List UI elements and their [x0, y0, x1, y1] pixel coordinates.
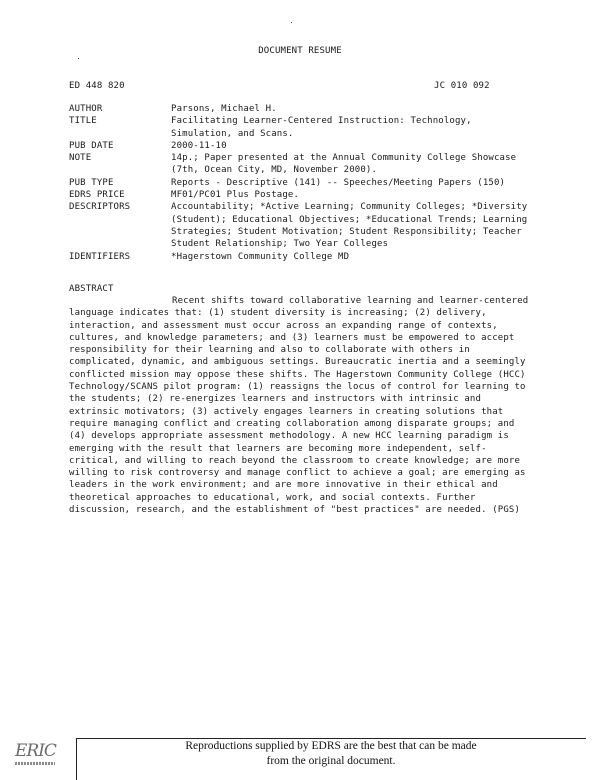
field-label: PUB TYPE: [69, 177, 114, 188]
field-label: DESCRIPTORS: [69, 202, 131, 213]
field-value: *Hagerstown Community College MD: [171, 251, 350, 262]
scan-speck: [291, 22, 292, 23]
field-value: MF01/PC01 Plus Postage.: [171, 190, 300, 201]
field-value: Accountability; *Active Learning; Community Colleges; *Diversity (Student); Educational Objectives; *Educational Trends; Learning Strategies; Student Motivation; Student Responsibility; Teacher Student Relationship; Two Year Colleges: [171, 202, 528, 250]
notice-line-2: from the original document.: [266, 755, 396, 767]
field-label: PUB DATE: [69, 140, 114, 151]
reproduction-notice: [76, 739, 586, 769]
field-row-note: [69, 152, 529, 177]
field-value: 2000-11-10: [171, 140, 227, 151]
field-row-identifiers: [69, 251, 529, 263]
field-value: Facilitating Learner-Centered Instruction: Technology, Simulation, and Scans.: [171, 116, 472, 139]
field-value: Reports - Descriptive (141) -- Speeches/Meeting Papers (150): [171, 177, 506, 188]
field-row-pub-type: [69, 177, 529, 189]
notice-line-1: Reproductions supplied by EDRS are the best that can be made: [185, 740, 477, 752]
eric-logo-underline: [15, 762, 55, 765]
bibliographic-fields: [69, 103, 529, 263]
field-label: NOTE: [69, 153, 92, 164]
field-label: EDRS PRICE: [69, 190, 125, 201]
jc-number: JC 010 092: [434, 81, 490, 91]
field-row-descriptors: [69, 201, 529, 250]
eric-logo-text: ERIC: [15, 741, 56, 761]
field-label: TITLE: [69, 116, 97, 127]
abstract-body: Recent shifts toward collaborative learning and learner-centered language indicates that: (1) student diversity is increasing; (2) delivery, interaction, and assessment must occur across an expanding range of contexts, cultures, and knowledge parameters; and (3) learners must be empowered to accept responsibility for their learning and also to collaborate with others in complicated, dynamic, and ambiguous settings. Bureaucratic inertia and a seemingly conflicted mission may oppose these shifts. The Hagerstown Community College (HCC) Technology/SCANS pilot program: (1) reassigns the locus of control for learning to the students; (2) re-energizes learners and instructors with intrinsic and extrinsic motivators; (3) actively engages learners in creating solutions that require managing conflict and creating collaboration among disparate groups; and (4) develops appropriate assessment methodology. A new HCC learning paradigm is emerging with the result that learners are becoming more independent, self-critical, and willing to reach beyond the classroom to create knowledge; are more willing to risk controversy and manage conflict to achieve a goal; are emerging as leaders in the work environment; and are more innovative in their ethical and theoretical approaches to educational, work, and social contexts. Further discussion, research, and the establishment of "best practices" are needed. (PGS): [69, 296, 529, 516]
scan-speck: [78, 58, 79, 59]
field-value: Parsons, Michael H.: [171, 104, 277, 114]
field-row-title: [69, 115, 529, 140]
field-row-edrs-price: [69, 189, 529, 201]
field-value: 14p.; Paper presented at the Annual Community College Showcase (7th, Ocean City, MD, November 2000).: [171, 153, 517, 176]
field-row-pub-date: [69, 140, 529, 152]
ed-number: ED 448 820: [69, 81, 125, 91]
field-label: IDENTIFIERS: [69, 251, 131, 262]
field-label: AUTHOR: [69, 104, 103, 114]
field-row-author: [69, 103, 529, 115]
document-title: DOCUMENT RESUME: [258, 46, 342, 56]
eric-logo: [15, 741, 55, 771]
abstract-heading: ABSTRACT: [69, 284, 114, 294]
